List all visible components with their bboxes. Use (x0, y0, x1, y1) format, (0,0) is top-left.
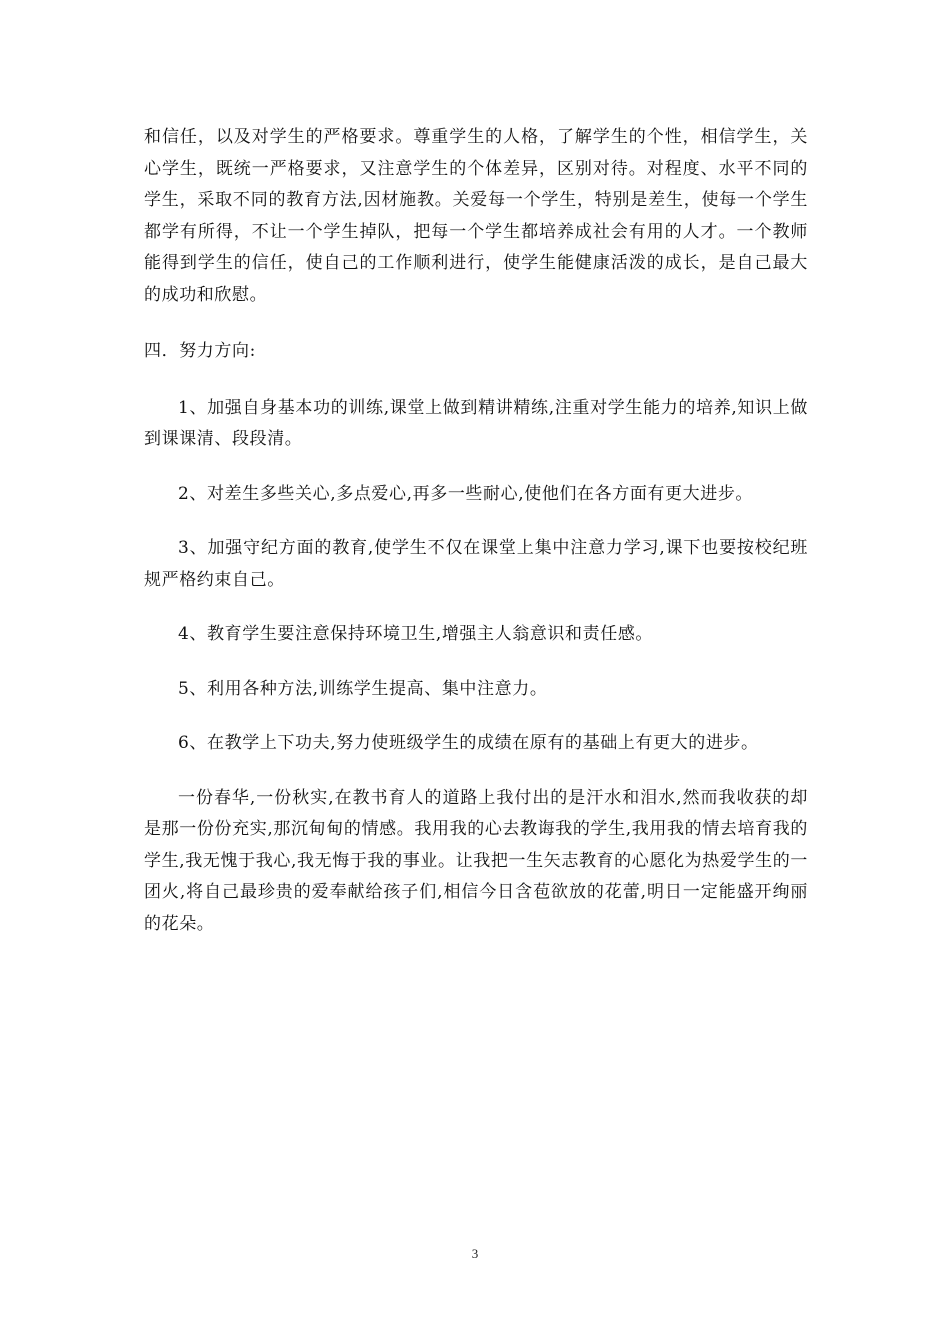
list-item-4: 4、教育学生要注意保持环境卫生,增强主人翁意识和责任感。 (178, 624, 654, 644)
paragraph-continuation: 和信任，以及对学生的严格要求。尊重学生的人格，了解学生的个性，相信学生，关心学生，既统一严格要求，又注意学生的个体差异，区别对待。对程度、水平不同的学生，采取不同的教育方法,因材施教。关爱每一个学生，特别是差生，使每一个学生都学有所得，不让一个学生掉队，把每一个学生都培养成社会有用的人才。一个教师能得到学生的信任，使自己的工作顺利进行，使学生能健康活泼的成长，是自己最大的成功和欣慰。 (144, 127, 808, 305)
list-item-3: 3、加强守纪方面的教育,使学生不仅在课堂上集中注意力学习,课下也要按校纪班规严格约束自己。 (144, 538, 808, 590)
section-heading: 四．努力方向: (144, 341, 256, 361)
list-item-6: 6、在教学上下功夫,努力使班级学生的成绩在原有的基础上有更大的进步。 (178, 733, 759, 753)
document-body (144, 122, 808, 940)
list-item-5: 5、利用各种方法,训练学生提高、集中注意力。 (178, 678, 548, 699)
list-item-1: 1、加强自身基本功的训练,课堂上做到精讲精练,注重对学生能力的培养,知识上做到课课清、段段清。 (144, 397, 808, 449)
list-item-2: 2、对差生多些关心,多点爱心,再多一些耐心,使他们在各方面有更大进步。 (178, 483, 754, 504)
closing-paragraph: 一份春华,一份秋实,在教书育人的道路上我付出的是汗水和泪水,然而我收获的却是那一份份充实,那沉甸甸的情感。我用我的心去教诲我的学生,我用我的情去培育我的学生,我无愧于我心,我无悔于我的事业。让我把一生矢志教育的心愿化为热爱学生的一团火,将自己最珍贵的爱奉献给孩子们,相信今日含苞欲放的花蕾,明日一定能盛开绚丽的花朵。 (144, 787, 809, 934)
page-number: 3 (471, 1246, 479, 1261)
